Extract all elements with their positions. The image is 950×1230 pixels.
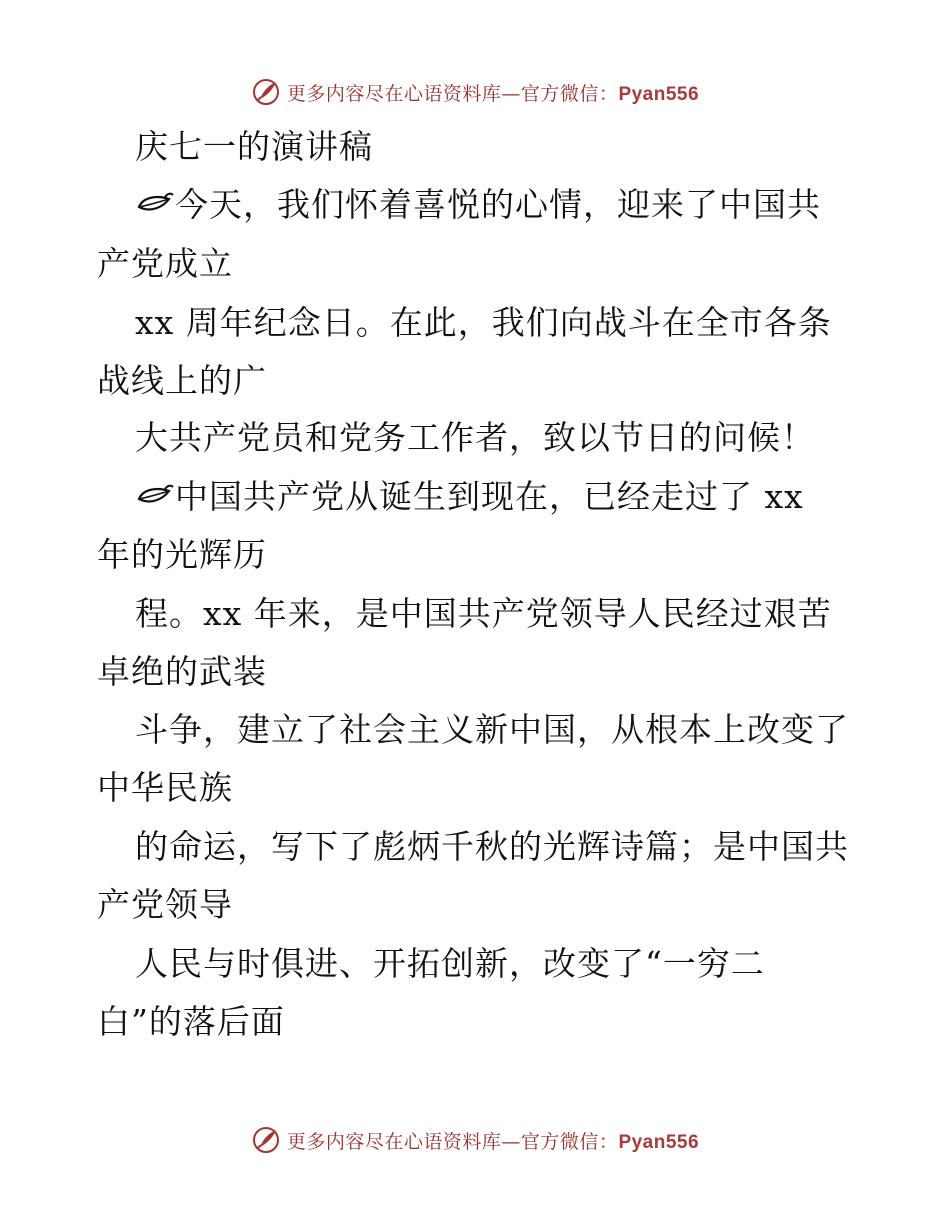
- quill-pen-logo-icon: [251, 1125, 281, 1155]
- paragraph-line: 人民与时俱进、开拓创新，改变了“一穷二: [135, 944, 765, 983]
- paragraph-line: 程。xx 年来，是中国共产党领导人民经过艰苦: [135, 594, 832, 633]
- banner-wechat-id: Pyan556: [618, 1131, 700, 1153]
- header-banner: [0, 72, 950, 112]
- paragraph-line: 中华民族: [97, 768, 233, 807]
- document-title: 庆七一的演讲稿: [135, 127, 373, 166]
- paragraph-line: 的命运，写下了彪炳千秋的光辉诗篇；是中国共: [135, 827, 849, 866]
- leaf-bullet-icon: [135, 481, 175, 511]
- paragraph-line: 大共产党员和党务工作者，致以节日的问候！: [135, 418, 815, 457]
- banner-wechat-id: Pyan556: [618, 83, 700, 105]
- paragraph-line: 今天，我们怀着喜悦的心情，迎来了中国共: [135, 178, 821, 232]
- paragraph-line: 斗争，建立了社会主义新中国，从根本上改变了: [135, 710, 849, 749]
- banner-text: 更多内容尽在心语资料库—官方微信：Pyan556: [286, 82, 700, 105]
- paragraph-line: 战线上的广: [97, 361, 267, 400]
- leaf-bullet-icon: [135, 189, 175, 219]
- paragraph-line: xx 周年纪念日。在此，我们向战斗在全市各条: [135, 303, 832, 342]
- paragraph-line: 白”的落后面: [97, 1002, 285, 1041]
- footer-banner: [0, 1120, 950, 1160]
- paragraph-line: 产党成立: [97, 244, 233, 283]
- paragraph-line: 产党领导: [97, 885, 233, 924]
- quill-pen-logo-icon: [251, 77, 281, 107]
- paragraph-line: 中国共产党从诞生到现在，已经走过了 xx: [135, 470, 804, 524]
- banner-text: 更多内容尽在心语资料库—官方微信：Pyan556: [286, 1130, 700, 1153]
- paragraph-line: 卓绝的武装: [97, 652, 267, 691]
- paragraph-line: 年的光辉历: [97, 535, 267, 574]
